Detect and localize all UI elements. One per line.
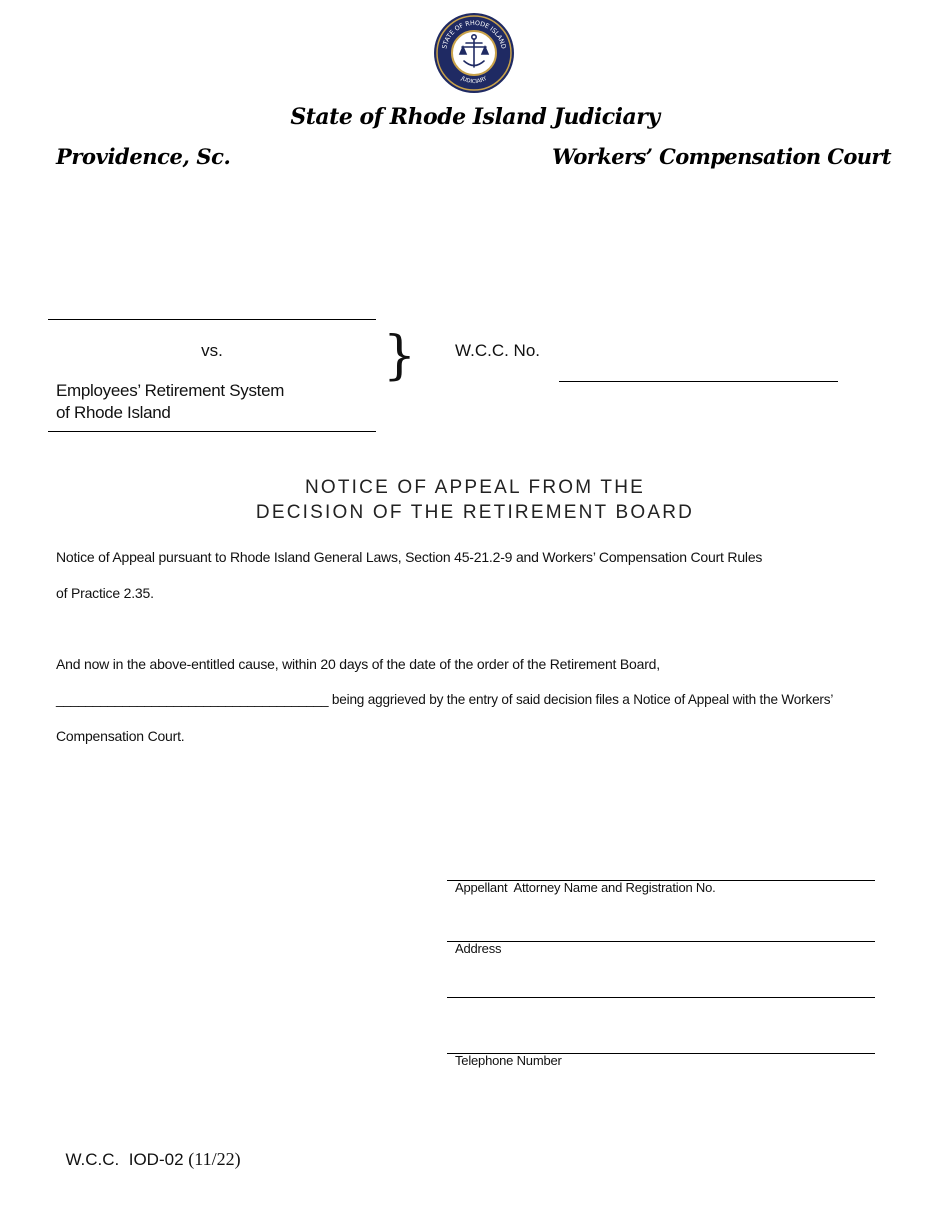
address-field[interactable] xyxy=(447,941,875,942)
caption-brace: } xyxy=(383,326,417,386)
county-label: Providence, Sc. xyxy=(56,144,231,169)
attorney-name-label: Appellant Attorney Name and Registration No. xyxy=(455,880,716,895)
respondent-line-2: of Rhode Island xyxy=(56,403,171,422)
vs-label: vs. xyxy=(201,341,223,360)
respondent-line xyxy=(48,431,376,432)
case-number-label: W.C.C. No. xyxy=(455,341,541,360)
case-number-field[interactable] xyxy=(559,381,838,382)
seal-bottom-text: JUDICIARY xyxy=(459,75,489,86)
form-footer xyxy=(56,1129,241,1170)
notice-title-line-1: NOTICE OF APPEAL FROM THE xyxy=(304,477,646,498)
appellant-name-blank[interactable]: _____________________________________ xyxy=(56,692,329,707)
appeal-paragraph-line-2-text: being aggrieved by the entry of said decision files a Notice of Appeal with the Workers’ xyxy=(328,692,834,707)
telephone-label: Telephone Number xyxy=(455,1053,562,1068)
notice-title-line-2: DECISION OF THE RETIREMENT BOARD xyxy=(255,502,695,523)
respondent-name xyxy=(56,380,284,424)
address-field-line-2[interactable] xyxy=(447,997,875,998)
respondent-line-1: Employees’ Retirement System xyxy=(56,381,285,400)
court-name: Workers’ Compensation Court xyxy=(552,144,891,169)
statute-paragraph-line-2: of Practice 2.35. xyxy=(56,585,154,601)
seal-top-text: STATE OF RHODE ISLAND xyxy=(441,19,507,50)
statute-paragraph-line-1: Notice of Appeal pursuant to Rhode Island General Laws, Section 45-21.2-9 and Workers’ Compensation Court Rules xyxy=(56,549,763,565)
form-id: W.C.C. IOD-02 xyxy=(65,1150,184,1169)
appeal-paragraph-line-3: Compensation Court. xyxy=(56,728,185,744)
court-seal xyxy=(433,12,515,94)
appeal-paragraph-line-1: And now in the above-entitled cause, within 20 days of the date of the order of the Retirement Board, xyxy=(56,656,660,672)
seal-image xyxy=(433,12,515,94)
address-label: Address xyxy=(455,941,502,956)
judiciary-title: State of Rhode Island Judiciary xyxy=(290,104,660,130)
appeal-paragraph-line-2 xyxy=(56,692,833,707)
petitioner-line xyxy=(48,319,376,320)
form-revision: (11/22) xyxy=(188,1149,241,1169)
